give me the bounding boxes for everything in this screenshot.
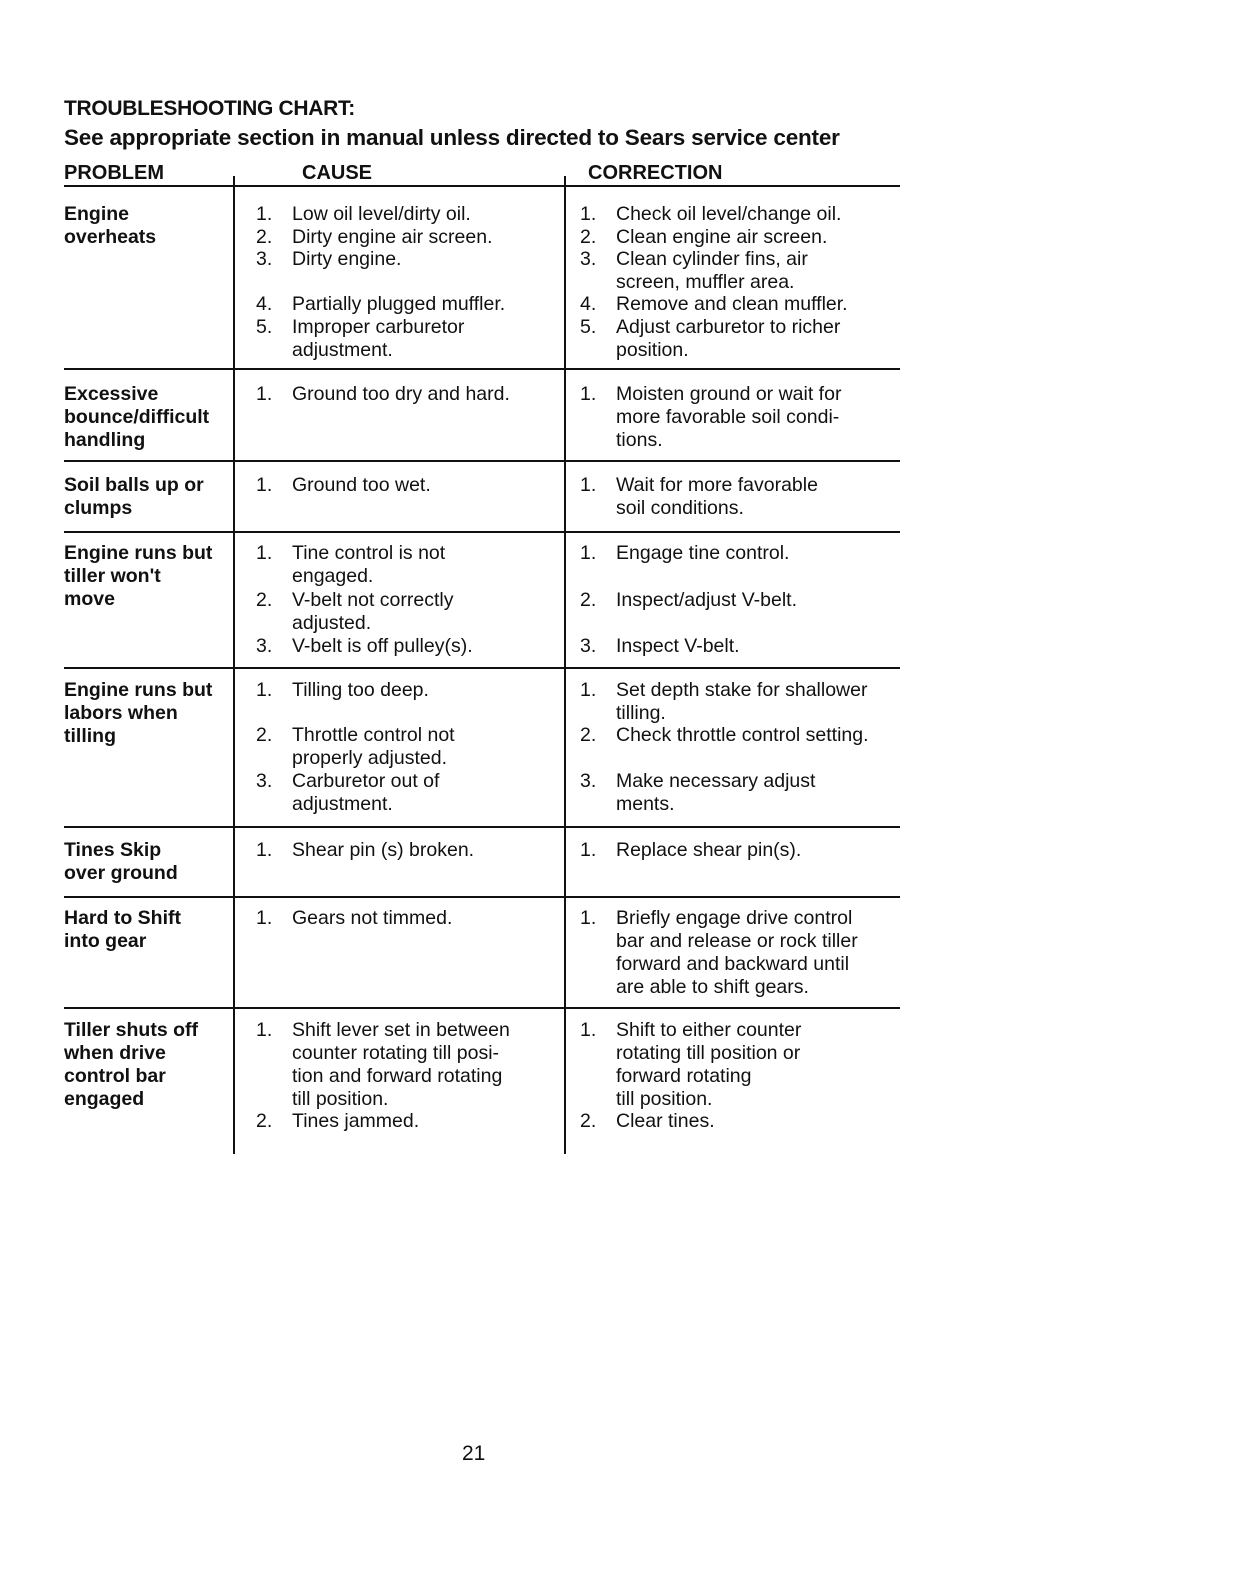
cause-item-number: 1. <box>256 907 273 929</box>
correction-item-number: 2. <box>580 1110 597 1132</box>
cause-item-number: 4. <box>256 293 273 315</box>
problem-line: Engine runs but <box>64 679 213 701</box>
correction-item-number: 1. <box>580 839 597 861</box>
cause-item-line: Gears not timmed. <box>292 907 453 929</box>
correction-item-line: bar and release or rock tiller <box>616 930 858 952</box>
cause-item-text <box>292 770 556 816</box>
correction-item-text <box>616 679 898 725</box>
correction-item-number: 4. <box>580 293 597 315</box>
correction-item-line: forward rotating <box>616 1065 752 1087</box>
row-separator <box>64 531 900 533</box>
correction-item-line: ments. <box>616 793 675 815</box>
cause-item-text <box>292 316 556 362</box>
cause-item-text <box>292 226 556 249</box>
chart-subtitle: See appropriate section in manual unless directed to Sears service center <box>64 125 840 150</box>
cause-item-line: Dirty engine. <box>292 248 402 270</box>
problem-cell <box>64 383 234 452</box>
cause-item-line: till position. <box>292 1088 389 1110</box>
cause-item-number: 1. <box>256 474 273 496</box>
cause-item-number: 1. <box>256 383 273 405</box>
cause-item-text <box>292 839 556 862</box>
problem-line: engaged <box>64 1088 145 1110</box>
problem-cell <box>64 907 234 953</box>
correction-item-text <box>616 635 898 658</box>
problem-line: Tines Skip <box>64 839 162 861</box>
correction-item-line: forward and backward until <box>616 953 850 975</box>
cause-item-text <box>292 474 556 497</box>
correction-item-line: Make necessary adjust <box>616 770 816 792</box>
correction-item-number: 1. <box>580 679 597 701</box>
page-number: 21 <box>462 1442 486 1465</box>
header-cause: CAUSE <box>302 162 373 184</box>
correction-item-line: tions. <box>616 429 663 451</box>
problem-line: Soil balls up or <box>64 474 204 496</box>
cause-item-number: 1. <box>256 679 273 701</box>
correction-item-number: 1. <box>580 383 597 405</box>
cause-item-line: Shift lever set in between <box>292 1019 510 1041</box>
correction-item-line: Moisten ground or wait for <box>616 383 842 405</box>
problem-line: Tiller shuts off <box>64 1019 198 1041</box>
problem-line: into gear <box>64 930 147 952</box>
correction-item-line: Replace shear pin(s). <box>616 839 802 861</box>
correction-item-text <box>616 907 898 999</box>
cause-item-number: 2. <box>256 589 273 611</box>
problem-line: control bar <box>64 1065 166 1087</box>
cause-item-line: Tine control is not <box>292 542 446 564</box>
cause-item-line: V-belt not correctly <box>292 589 454 611</box>
header-problem: PROBLEM <box>64 162 164 184</box>
correction-item-line: Shift to either counter <box>616 1019 802 1041</box>
cause-item-line: adjusted. <box>292 612 372 634</box>
cause-item-text <box>292 1019 556 1111</box>
problem-line: handling <box>64 429 146 451</box>
header-correction: CORRECTION <box>588 162 723 184</box>
row-separator <box>64 896 900 898</box>
cause-item-line: Throttle control not <box>292 724 455 746</box>
cause-item-line: adjustment. <box>292 793 393 815</box>
cause-item-number: 2. <box>256 1110 273 1132</box>
problem-cell <box>64 542 234 611</box>
correction-item-text <box>616 203 898 226</box>
row-separator <box>64 826 900 828</box>
correction-item-line: till position. <box>616 1088 713 1110</box>
problem-line: clumps <box>64 497 133 519</box>
cause-item-line: V-belt is off pulley(s). <box>292 635 473 657</box>
cause-item-line: Ground too dry and hard. <box>292 383 510 405</box>
correction-item-line: Clean engine air screen. <box>616 226 828 248</box>
cause-item-line: engaged. <box>292 565 374 587</box>
cause-item-number: 1. <box>256 203 273 225</box>
problem-cell <box>64 1019 234 1111</box>
correction-item-line: Inspect V-belt. <box>616 635 740 657</box>
cause-item-line: tion and forward rotating <box>292 1065 503 1087</box>
cause-item-line: Tilling too deep. <box>292 679 429 701</box>
chart-title: TROUBLESHOOTING CHART: <box>64 97 355 120</box>
cause-item-line: Improper carburetor <box>292 316 465 338</box>
correction-item-number: 1. <box>580 203 597 225</box>
correction-item-text <box>616 1110 898 1133</box>
correction-item-line: Check oil level/change oil. <box>616 203 842 225</box>
cause-item-line: Low oil level/dirty oil. <box>292 203 471 225</box>
correction-item-line: Adjust carburetor to richer <box>616 316 841 338</box>
cause-item-line: Partially plugged muffler. <box>292 293 506 315</box>
correction-item-text <box>616 542 898 565</box>
cause-item-number: 3. <box>256 248 273 270</box>
cause-item-number: 2. <box>256 226 273 248</box>
correction-item-line: Clean cylinder fins, air <box>616 248 808 270</box>
cause-item-text <box>292 635 556 658</box>
row-separator <box>64 667 900 669</box>
correction-item-line: more favorable soil condi- <box>616 406 840 428</box>
correction-item-text <box>616 589 898 612</box>
correction-item-text <box>616 724 898 747</box>
cause-item-number: 5. <box>256 316 273 338</box>
row-separator <box>64 460 900 462</box>
problem-cell <box>64 203 234 249</box>
problem-line: tilling <box>64 725 116 747</box>
row-separator <box>64 1007 900 1009</box>
cause-item-text <box>292 589 556 635</box>
problem-line: bounce/difficult <box>64 406 210 428</box>
row-separator <box>64 368 900 370</box>
correction-item-line: Wait for more favorable <box>616 474 818 496</box>
cause-item-line: adjustment. <box>292 339 393 361</box>
problem-line: overheats <box>64 226 157 248</box>
problem-cell <box>64 839 234 885</box>
correction-item-number: 3. <box>580 635 597 657</box>
correction-item-text <box>616 1019 898 1111</box>
cause-item-number: 1. <box>256 542 273 564</box>
cause-item-line: properly adjusted. <box>292 747 448 769</box>
cause-item-line: Carburetor out of <box>292 770 440 792</box>
problem-cell <box>64 474 234 520</box>
problem-line: Engine runs but <box>64 542 213 564</box>
cause-item-text <box>292 1110 556 1133</box>
correction-item-number: 2. <box>580 589 597 611</box>
correction-item-number: 2. <box>580 724 597 746</box>
correction-item-text <box>616 770 898 816</box>
correction-item-text <box>616 383 898 452</box>
correction-item-text <box>616 248 898 294</box>
correction-item-number: 2. <box>580 226 597 248</box>
problem-cell <box>64 679 234 748</box>
correction-item-text <box>616 226 898 249</box>
header-rule <box>64 185 900 187</box>
problem-line: move <box>64 588 115 610</box>
cause-item-number: 1. <box>256 839 273 861</box>
cause-item-text <box>292 203 556 226</box>
correction-item-line: position. <box>616 339 689 361</box>
problem-line: over ground <box>64 862 178 884</box>
problem-line: Engine <box>64 203 130 225</box>
problem-line: tiller won't <box>64 565 161 587</box>
correction-item-number: 3. <box>580 770 597 792</box>
cause-item-text <box>292 679 556 702</box>
cause-item-line: Dirty engine air screen. <box>292 226 493 248</box>
correction-item-text <box>616 316 898 362</box>
correction-item-line: Remove and clean muffler. <box>616 293 848 315</box>
cause-item-text <box>292 542 556 588</box>
correction-item-text <box>616 839 898 862</box>
correction-item-line: are able to shift gears. <box>616 976 809 998</box>
correction-item-line: Engage tine control. <box>616 542 790 564</box>
cause-item-line: Shear pin (s) broken. <box>292 839 475 861</box>
cause-item-number: 1. <box>256 1019 273 1041</box>
problem-line: Hard to Shift <box>64 907 181 929</box>
correction-item-line: Briefly engage drive control <box>616 907 853 929</box>
problem-line: Excessive <box>64 383 159 405</box>
cause-item-text <box>292 907 556 930</box>
correction-item-number: 1. <box>580 542 597 564</box>
cause-item-text <box>292 293 556 316</box>
cause-item-line: counter rotating till posi- <box>292 1042 500 1064</box>
correction-item-line: Inspect/adjust V-belt. <box>616 589 798 611</box>
correction-item-line: Clear tines. <box>616 1110 715 1132</box>
correction-item-line: Set depth stake for shallower <box>616 679 868 701</box>
correction-item-text <box>616 474 898 520</box>
correction-item-line: tilling. <box>616 702 666 724</box>
correction-item-number: 1. <box>580 474 597 496</box>
cause-item-text <box>292 248 556 271</box>
correction-item-number: 3. <box>580 248 597 270</box>
correction-item-line: rotating till position or <box>616 1042 801 1064</box>
correction-item-number: 5. <box>580 316 597 338</box>
correction-item-line: Check throttle control setting. <box>616 724 869 746</box>
correction-item-text <box>616 293 898 316</box>
cause-item-text <box>292 724 556 770</box>
cause-item-line: Tines jammed. <box>292 1110 420 1132</box>
cause-item-number: 3. <box>256 770 273 792</box>
cause-item-text <box>292 383 556 406</box>
correction-item-number: 1. <box>580 907 597 929</box>
problem-line: labors when <box>64 702 178 724</box>
correction-item-line: soil conditions. <box>616 497 744 519</box>
correction-item-number: 1. <box>580 1019 597 1041</box>
problem-line: when drive <box>64 1042 166 1064</box>
cause-item-line: Ground too wet. <box>292 474 431 496</box>
correction-item-line: screen, muffler area. <box>616 271 795 293</box>
cause-item-number: 2. <box>256 724 273 746</box>
cause-item-number: 3. <box>256 635 273 657</box>
